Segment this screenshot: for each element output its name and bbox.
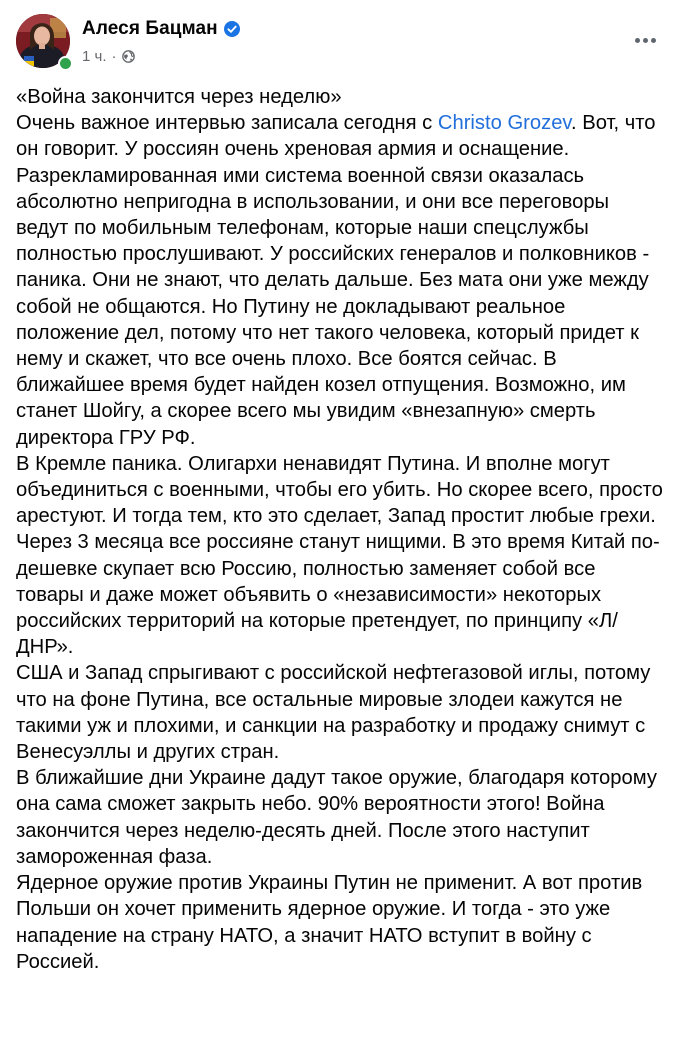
post-meta bbox=[82, 45, 135, 67]
more-horizontal-icon bbox=[643, 38, 648, 43]
post-paragraph: В Кремле паника. Олигархи ненавидят Путина. И вполне могут объединиться с военными, чтобы его убить. Но скорее всего, просто арестуют. И тогда тем, кто это сделает, Запад простит любые грехи. bbox=[16, 452, 669, 528]
post-body bbox=[16, 84, 669, 975]
globe-icon[interactable] bbox=[122, 50, 135, 63]
more-horizontal-icon bbox=[651, 38, 656, 43]
post-paragraph: Через 3 месяца все россияне станут нищими. В это время Китай по-дешевке скупает всю Россию, полностью заменяет собой все товары и даже может объявить о «независимости» некоторых российских территорий на которые претендует, по принципу «Л/ДНР». bbox=[16, 531, 660, 659]
mention-link[interactable]: Christo Grozev bbox=[437, 112, 572, 135]
post-timestamp[interactable]: 1 ч. bbox=[82, 47, 107, 65]
meta-separator: · bbox=[111, 47, 117, 65]
author-name[interactable]: Алеся Бацман bbox=[82, 18, 218, 39]
verified-badge-icon bbox=[224, 21, 240, 37]
more-options-button[interactable] bbox=[630, 28, 660, 52]
paragraph-text: Очень важное интервью записала сегодня с bbox=[16, 112, 438, 135]
post-paragraph: В ближайшие дни Украине дадут такое оружие, благодаря которому она сама сможет закрыть небо. 90% вероятности этого! Война закончится через неделю-десять дней. После этого наступит замороженная фаза. bbox=[16, 767, 663, 868]
post-paragraph-intro bbox=[16, 110, 666, 451]
post-paragraph-quote: «Война закончится через неделю» bbox=[16, 86, 342, 108]
post-paragraph: США и Запад спрыгивают с российской нефтегазовой иглы, потому что на фоне Путина, все остальные мировые злодеи кажутся не такими уж и плохими, и санкции на разработку и продажу снимут с Венесуэллы и других стран. bbox=[16, 662, 656, 764]
author-line bbox=[82, 16, 240, 42]
more-horizontal-icon bbox=[635, 38, 640, 43]
paragraph-text: . Вот, что он говорит. У россиян очень хреновая армия и оснащение. Разрекламированная ими система военной связи оказалась абсолютно непригодна в использовании, и они все переговоры ведут по мобильным телефонам, которые наши спецслужбы полностью прослушивают. У российских генералов и полковников - паника. Они не знают, что делать дальше. Без мата они уже между собой не общаются. Но Путину не докладывают реальное положение дел, потому что нет такого человека, который придет к нему и скажет, что все очень плохо. Все боятся сейчас. В ближайшее время будет найден козел отпущения. Возможно, им станет Шойгу, а скорее всего мы увидим «внезапную» смерть директора ГРУ РФ. bbox=[16, 112, 662, 449]
post-paragraph: Ядерное оружие против Украины Путин не применит. А вот против Польши он хочет применить ядерное оружие. И тогда - это уже нападение на страну НАТО, а значит НАТО вступит в войну с Россией. bbox=[16, 872, 648, 973]
online-status-dot bbox=[58, 56, 73, 71]
post-header bbox=[16, 12, 664, 72]
